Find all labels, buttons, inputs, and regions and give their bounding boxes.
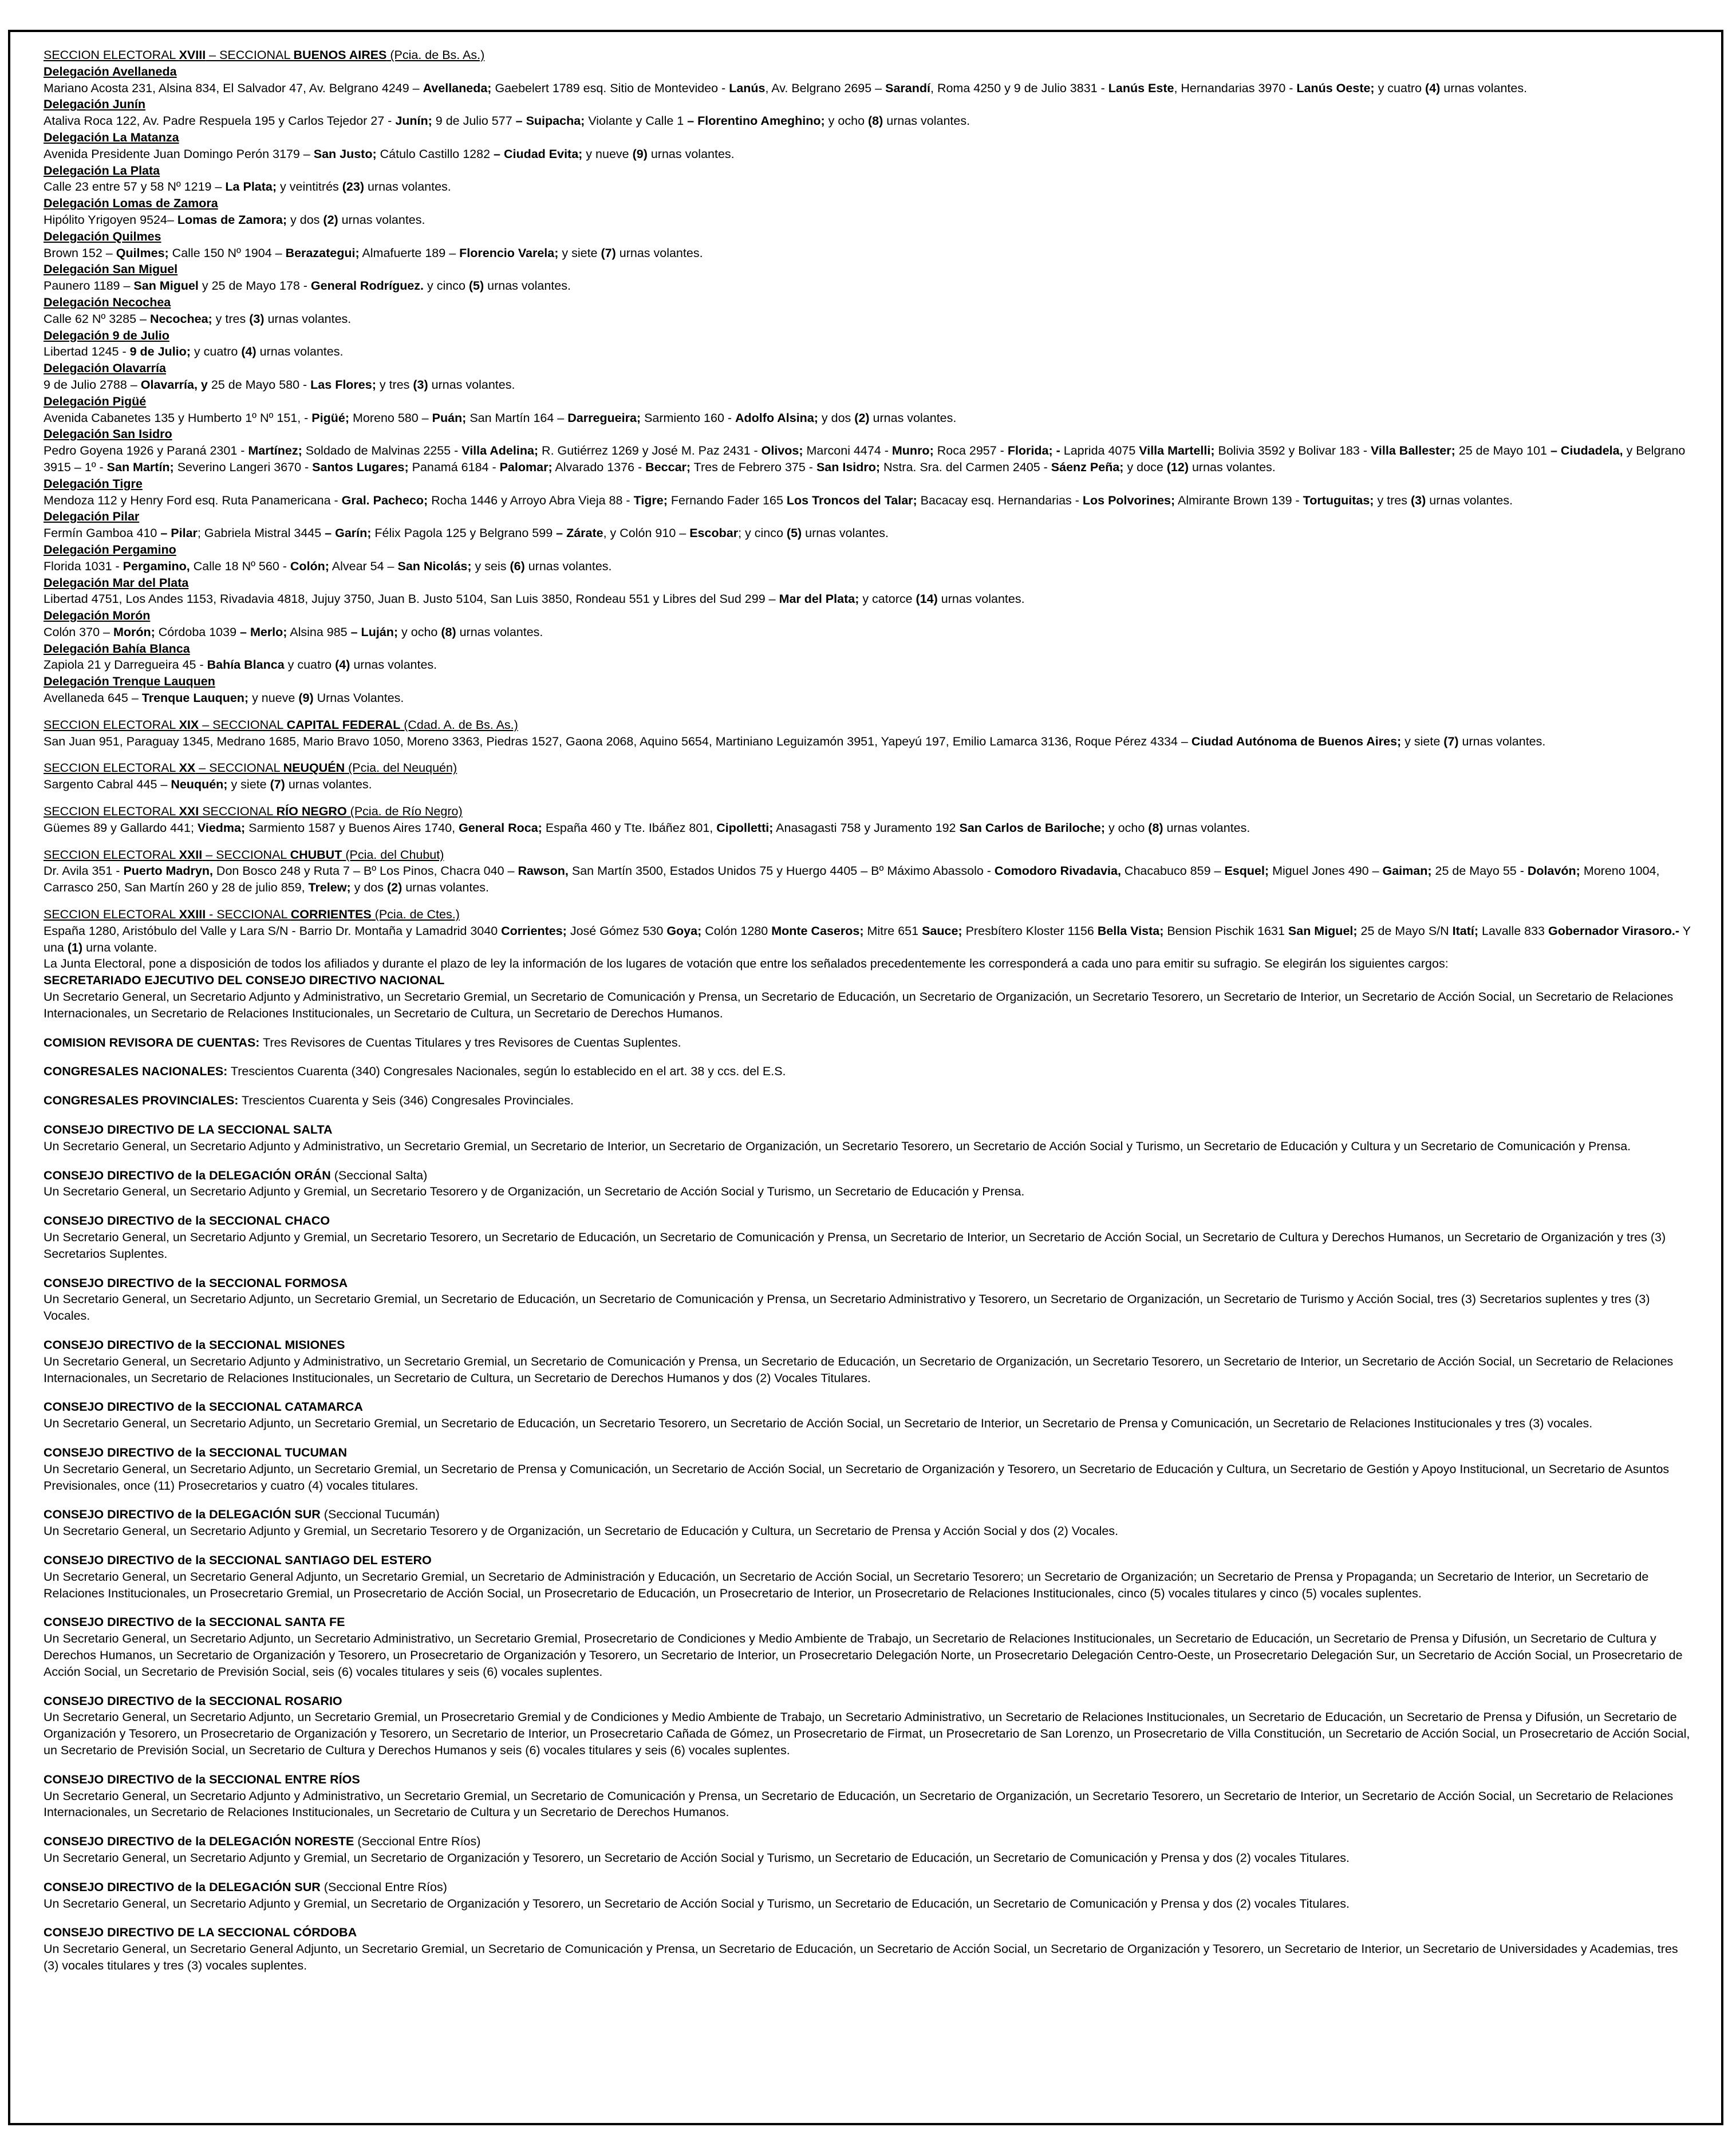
delegation-heading: Delegación Necochea (44, 295, 171, 309)
cargo-description: Un Secretario General, un Secretario General Adjunto, un Secretario Gremial, un Secretario de Comunicación y Prensa, un Secretario de Educación, un Secretario de Acción Social, un Secretario de Organización y Tesorero, un Secretario de Interior, un Secretario de Universidades y Academias, tres (3) vocales titulares y tres (3) vocales suplentes. (44, 1942, 1678, 1972)
section-title: SECCION ELECTORAL XXI SECCIONAL RÍO NEGRO (Pcia. de Río Negro) (44, 804, 463, 819)
cargo-title: CONSEJO DIRECTIVO de la SECCIONAL CHACO (44, 1214, 330, 1228)
delegation-addresses: Hipólito Yrigoyen 9524– Lomas de Zamora; y dos (2) urnas volantes. (44, 212, 425, 227)
spacer (44, 1912, 1692, 1924)
section-addresses: España 1280, Aristóbulo del Valle y Lara S/N - Barrio Dr. Montaña y Lamadrid 3040 Corrientes; José Gómez 530 Goya; Colón 1280 Monte Caseros; Mitre 651 Sauce; Presbítero Kloster 1156 Bella Vista; Bension Pischik 1631 San Miguel; 25 de Mayo S/N Itatí; Lavalle 833 Gobernador Virasoro.- Y una (1) urna volante. (44, 924, 1691, 954)
cargo-description: Un Secretario General, un Secretario Adjunto y Gremial, un Secretario Tesorero, un Secretario de Educación, un Secretario de Comunicación y Prensa, un Secretario de Interior, un Secretario de Acción Social, un Secretario de Cultura y Derechos Humanos, un Secretario de Organización y tres (3) Secretarios Suplentes. (44, 1230, 1666, 1261)
cargo-title: CONGRESALES PROVINCIALES: (44, 1094, 239, 1108)
cargo-title: CONSEJO DIRECTIVO de la SECCIONAL TUCUMAN (44, 1445, 347, 1459)
cargo-description: Un Secretario General, un Secretario Adjunto, un Secretario Administrativo, un Secretario Gremial, Prosecretario de Condiciones y Medio Ambiente de Trabajo, un Secretario de Relaciones Institucionales, un Secretario de Educación, un Secretario de Prensa y Difusión, un Secretario de Cultura y Derechos Humanos, un Secretario de Organización y Tesorero, un Prosecretario de Organización y Tesorero, un Secretario de Interior, un Prosecretario Delegación Norte, un Prosecretario Delegación Centro-Oeste, un Prosecretario Delegación Sur, un Secretario de Acción Social, un Prosecretario de Acción Social, un Secretario de Previsión Social, seis (6) vocales titulares y seis (6) vocales suplentes. (44, 1632, 1683, 1679)
cargo-title: SECRETARIADO EJECUTIVO DEL CONSEJO DIRECTIVO NACIONAL (44, 973, 445, 988)
delegation-addresses: Colón 370 – Morón; Córdoba 1039 – Merlo; Alsina 985 – Luján; y ocho (8) urnas volantes. (44, 625, 543, 639)
cargo-title: CONSEJO DIRECTIVO de la SECCIONAL ENTRE RÍOS (44, 1772, 360, 1786)
spacer (44, 1540, 1692, 1552)
cargo-title: CONSEJO DIRECTIVO de la DELEGACIÓN ORÁN (Seccional Salta) (44, 1168, 428, 1182)
delegation-addresses: Avellaneda 645 – Trenque Lauquen; y nueve (9) Urnas Volantes. (44, 691, 404, 705)
cargo-title: CONSEJO DIRECTIVO DE LA SECCIONAL CÓRDOBA (44, 1925, 357, 1940)
spacer (44, 896, 1692, 906)
section-title: SECCION ELECTORAL XIX – SECCIONAL CAPITAL FEDERAL (Cdad. A. de Bs. As.) (44, 717, 518, 732)
delegation-heading: Delegación Mar del Plata (44, 575, 189, 590)
spacer (44, 1601, 1692, 1614)
spacer (44, 1680, 1692, 1693)
cargo-title: CONSEJO DIRECTIVO de la SECCIONAL SANTA FE (44, 1615, 345, 1629)
document-body (44, 47, 1692, 1974)
delegation-addresses: 9 de Julio 2788 – Olavarría, y 25 de Mayo 580 - Las Flores; y tres (3) urnas volantes. (44, 377, 515, 392)
section-addresses: Güemes 89 y Gallardo 441; Viedma; Sarmiento 1587 y Buenos Aires 1740, General Roca; España 460 y Tte. Ibáñez 801, Cipolletti; Anasagasti 758 y Juramento 192 San Carlos de Bariloche; y ocho (8) urnas volantes. (44, 820, 1250, 835)
cargo-description: Un Secretario General, un Secretario Adjunto y Gremial, un Secretario Tesorero y de Organización, un Secretario de Acción Social y Turismo, un Secretario de Educación y Prensa. (44, 1185, 1025, 1199)
cargo-description: Un Secretario General, un Secretario Adjunto, un Secretario Gremial, un Secretario de Educación, un Secretario Tesorero, un Secretario de Acción Social, un Secretario de Interior, un Secretario de Prensa y Comunicación, un Secretario de Relaciones Institucionales y tres (3) vocales. (44, 1416, 1593, 1431)
delegation-addresses: Avenida Cabanetes 135 y Humberto 1º Nº 151, - Pigüé; Moreno 580 – Puán; San Martín 164 – Darregueira; Sarmiento 160 - Adolfo Alsina; y dos (2) urnas volantes. (44, 411, 957, 425)
delegation-addresses: Mariano Acosta 231, Alsina 834, El Salvador 47, Av. Belgrano 4249 – Avellaneda; Gaebelert 1789 esq. Sitio de Montevideo - Lanús, Av. Belgrano 2695 – Sarandí, Roma 4250 y 9 de Julio 3831 - Lanús Este, Hernandarias 3970 - Lanús Oeste; y cuatro (4) urnas volantes. (44, 81, 1528, 95)
delegation-heading: Delegación San Isidro (44, 427, 172, 441)
cargo-title: CONSEJO DIRECTIVO de la SECCIONAL SANTIAGO DEL ESTERO (44, 1553, 432, 1567)
spacer (44, 1200, 1692, 1213)
spacer (44, 793, 1692, 803)
cargo-description: Un Secretario General, un Secretario Adjunto, un Secretario Gremial, un Secretario de Prensa y Comunicación, un Secretario de Acción Social, un Secretario de Organización y Tesorero, un Secretario de Educación y Cultura, un Secretario de Gestión y Apoyo Institucional, un Secretario de Asuntos Previsionales, once (11) Prosecretarios y cuatro (4) vocales titulares. (44, 1462, 1670, 1493)
section-addresses: San Juan 951, Paraguay 1345, Medrano 1685, Mario Bravo 1050, Moreno 3363, Piedras 1527, Gaona 2068, Aquino 5654, Martiniano Leguizamón 3951, Yapeyú 197, Emilio Lamarca 3136, Roque Pérez 4334 – Ciudad Autónoma de Buenos Aires; y siete (7) urnas volantes. (44, 734, 1546, 748)
cargo-title: CONSEJO DIRECTIVO de la DELEGACIÓN SUR (Seccional Entre Ríos) (44, 1880, 447, 1894)
delegation-addresses: Calle 23 entre 57 y 58 Nº 1219 – La Plata; y veintitrés (23) urnas volantes. (44, 180, 451, 194)
spacer (44, 1386, 1692, 1399)
spacer (44, 749, 1692, 760)
delegation-heading: Delegación Lomas de Zamora (44, 196, 218, 211)
cargo-description: Un Secretario General, un Secretario Adjunto y Administrativo, un Secretario Gremial, un Secretario de Comunicación y Prensa, un Secretario de Educación, un Secretario de Organización, un Secretario Tesorero, un Secretario de Interior, un Secretario de Acción Social, un Secretario de Relaciones Internacionales, un Secretario de Relaciones Institucionales, un Secretario de Cultura y un Secretario de Derechos Humanos. (44, 1789, 1674, 1820)
cargo-description: Un Secretario General, un Secretario Adjunto y Gremial, un Secretario de Organización y Tesorero, un Secretario de Acción Social y Turismo, un Secretario de Educación, un Secretario de Comunicación y Prensa y dos (2) vocales Titulares. (44, 1850, 1350, 1865)
delegation-heading: Delegación La Plata (44, 163, 160, 177)
cargo-description: Un Secretario General, un Secretario General Adjunto, un Secretario Gremial, un Secretario de Administración y Educación, un Secretario de Acción Social, un Secretario Tesorero; un Secretario de Organización; un Secretario de Prensa y Propaganda; un Secretario de Interior, un Secretario de Relaciones Institucionales, un Prosecretario Gremial, un Prosecretario de Acción Social, un Prosecretario de Educación, un Prosecretario de Interior, un Prosecretario de Relaciones Institucionales, cinco (5) vocales titulares y cinco (5) vocales suplentes. (44, 1569, 1649, 1600)
delegation-addresses: Mendoza 112 y Henry Ford esq. Ruta Panamericana - Gral. Pacheco; Rocha 1446 y Arroyo Abra Vieja 88 - Tigre; Fernando Fader 165 Los Troncos del Talar; Bacacay esq. Hernandarias - Los Polvorines; Almirante Brown 139 - Tortuguitas; y tres (3) urnas volantes. (44, 493, 1513, 507)
delegation-heading: Delegación Morón (44, 609, 151, 623)
section-title: SECCION ELECTORAL XXIII - SECCIONAL CORRIENTES (Pcia. de Ctes.) (44, 907, 460, 922)
spacer (44, 1759, 1692, 1771)
cargo-description: Un Secretario General, un Secretario Adjunto y Gremial, un Secretario de Organización y Tesorero, un Secretario de Acción Social y Turismo, un Secretario de Educación, un Secretario de Comunicación y Prensa y dos (2) vocales Titulares. (44, 1896, 1350, 1911)
delegation-heading: Delegación Pergamino (44, 542, 176, 557)
cargo-title: CONSEJO DIRECTIVO de la SECCIONAL CATAMARCA (44, 1400, 363, 1414)
delegation-heading: Delegación Olavarría (44, 361, 166, 376)
delegation-heading: Delegación Pilar (44, 510, 140, 524)
delegation-heading: Delegación Bahía Blanca (44, 641, 190, 656)
spacer (44, 1866, 1692, 1879)
spacer (44, 1080, 1692, 1092)
delegation-heading: Delegación San Miguel (44, 262, 178, 277)
cargo-title: CONSEJO DIRECTIVO de la SECCIONAL ROSARIO (44, 1694, 342, 1708)
delegation-addresses: Ataliva Roca 122, Av. Padre Respuela 195 y Carlos Tejedor 27 - Junín; 9 de Julio 577 – Suipacha; Violante y Calle 1 – Florentino Ameghino; y ocho (8) urnas volantes. (44, 114, 970, 128)
cargo-title: COMISION REVISORA DE CUENTAS: (44, 1035, 260, 1049)
cargo-description: Un Secretario General, un Secretario Adjunto y Administrativo, un Secretario Gremial, un Secretario de Comunicación y Prensa, un Secretario de Educación, un Secretario de Organización, un Secretario Tesorero, un Secretario de Interior, un Secretario de Acción Social, un Secretario de Relaciones Internacionales, un Secretario de Relaciones Institucionales, un Secretario de Cultura, un Secretario de Derechos Humanos y dos (2) Vocales Titulares. (44, 1354, 1674, 1385)
cargo-inline (44, 1092, 1692, 1109)
cargo-title: CONSEJO DIRECTIVO de la DELEGACIÓN NORESTE (Seccional Entre Ríos) (44, 1834, 481, 1849)
section-addresses: Dr. Avila 351 - Puerto Madryn, Don Bosco 248 y Ruta 7 – Bº Los Pinos, Chacra 040 – Rawson, San Martín 3500, Estados Unidos 75 y Huergo 4405 – Bº Máximo Abassolo - Comodoro Rivadavia, Chacabuco 859 – Esquel; Miguel Jones 490 – Gaiman; 25 de Mayo 55 - Dolavón; Moreno 1004, Carrasco 250, San Martín 260 y 28 de julio 859, Trelew; y dos (2) urnas volantes. (44, 864, 1660, 895)
spacer (44, 1109, 1692, 1122)
cargo-inline (44, 1063, 1692, 1080)
delegation-heading: Delegación 9 de Julio (44, 328, 169, 342)
spacer (44, 1155, 1692, 1167)
section-title: SECCION ELECTORAL XVIII – SECCIONAL BUENOS AIRES (Pcia. de Bs. As.) (44, 48, 485, 62)
delegation-heading: Delegación Junín (44, 97, 146, 112)
section-title: SECCION ELECTORAL XXII – SECCIONAL CHUBUT (Pcia. del Chubut) (44, 847, 444, 862)
delegation-heading: Delegación Quilmes (44, 229, 161, 243)
spacer (44, 836, 1692, 847)
delegation-addresses: Libertad 1245 - 9 de Julio; y cuatro (4) urnas volantes. (44, 345, 344, 359)
delegation-addresses: Florida 1031 - Pergamino, Calle 18 Nº 560 - Colón; Alvear 54 – San Nicolás; y seis (6) urnas volantes. (44, 559, 612, 573)
cargo-description: Un Secretario General, un Secretario Adjunto y Administrativo, un Secretario Gremial, un Secretario de Comunicación y Prensa, un Secretario de Educación, un Secretario de Organización, un Secretario Tesorero, un Secretario de Interior, un Secretario de Acción Social, un Secretario de Relaciones Internacionales, un Secretario de Relaciones Institucionales, un Secretario de Cultura, un Secretario de Derechos Humanos. (44, 990, 1674, 1020)
cargo-description: Trescientos Cuarenta (340) Congresales Nacionales, según lo establecido en el art. 38 y ccs. del E.S. (227, 1064, 786, 1079)
cargo-description: Trescientos Cuarenta y Seis (346) Congresales Provinciales. (238, 1094, 574, 1108)
delegation-addresses: Libertad 4751, Los Andes 1153, Rivadavia 4818, Jujuy 3750, Juan B. Justo 5104, San Luis 3850, Rondeau 551 y Libres del Sud 299 – Mar del Plata; y catorce (14) urnas volantes. (44, 592, 1025, 606)
delegation-heading: Delegación Tigre (44, 476, 143, 491)
cargo-title: CONSEJO DIRECTIVO de la SECCIONAL FORMOSA (44, 1276, 348, 1290)
cargo-description: Un Secretario General, un Secretario Adjunto y Gremial, un Secretario Tesorero y de Organización, un Secretario de Educación y Cultura, un Secretario de Prensa y Acción Social y dos (2) Vocales. (44, 1524, 1119, 1538)
spacer (44, 1022, 1692, 1035)
spacer (44, 1494, 1692, 1506)
cargo-title: CONGRESALES NACIONALES: (44, 1064, 228, 1079)
delegation-addresses: Zapiola 21 y Darregueira 45 - Bahía Blanca y cuatro (4) urnas volantes. (44, 658, 437, 672)
cargo-title: CONSEJO DIRECTIVO de la DELEGACIÓN SUR (Seccional Tucumán) (44, 1507, 440, 1522)
cargo-description: Un Secretario General, un Secretario Adjunto y Administrativo, un Secretario Gremial, un Secretario de Interior, un Secretario de Organización, un Secretario Tesorero, un Secretario de Acción Social y Turismo, un Secretario de Educación y Cultura y un Secretario de Comunicación y Prensa. (44, 1139, 1631, 1153)
spacer (44, 1432, 1692, 1445)
delegation-addresses: Calle 62 Nº 3285 – Necochea; y tres (3) urnas volantes. (44, 311, 352, 326)
cargo-description: Un Secretario General, un Secretario Adjunto, un Secretario Gremial, un Secretario de Educación, un Secretario de Comunicación y Prensa, un Secretario Administrativo y Tesorero, un Secretario de Organización, un Secretario de Turismo y Acción Social, tres (3) Secretarios suplentes y tres (3) Vocales. (44, 1292, 1650, 1323)
delegation-addresses: Paunero 1189 – San Miguel y 25 de Mayo 178 - General Rodríguez. y cinco (5) urnas volantes. (44, 279, 571, 293)
spacer (44, 1324, 1692, 1337)
spacer (44, 707, 1692, 717)
delegation-heading: Delegación Avellaneda (44, 64, 177, 78)
cargo-title: CONSEJO DIRECTIVO de la SECCIONAL MISIONES (44, 1337, 345, 1352)
section-addresses: Sargento Cabral 445 – Neuquén; y siete (7) urnas volantes. (44, 778, 372, 792)
delegation-addresses: Brown 152 – Quilmes; Calle 150 Nº 1904 – Berazategui; Almafuerte 189 – Florencio Varela; y siete (7) urnas volantes. (44, 246, 703, 260)
junta-intro: La Junta Electoral, pone a disposición de todos los afiliados y durante el plazo de ley la información de los lugares de votación que entre los señalados precedentemente les corresponderá a cada uno para emitir su sufragio. Se elegirán los siguientes cargos: (44, 957, 1449, 971)
delegation-heading: Delegación Pigüé (44, 394, 147, 408)
delegation-addresses: Fermín Gamboa 410 – Pilar; Gabriela Mistral 3445 – Garín; Félix Pagola 125 y Belgrano 599 – Zárate, y Colón 910 – Escobar; y cinco (5) urnas volantes. (44, 526, 889, 540)
spacer (44, 1821, 1692, 1833)
section-title: SECCION ELECTORAL XX – SECCIONAL NEUQUÉN (Pcia. del Neuquén) (44, 761, 457, 775)
cargo-description: Tres Revisores de Cuentas Titulares y tres Revisores de Cuentas Suplentes. (259, 1035, 681, 1049)
delegation-heading: Delegación La Matanza (44, 130, 179, 144)
cargo-inline (44, 1035, 1692, 1051)
cargo-description: Un Secretario General, un Secretario Adjunto, un Secretario Gremial, un Prosecretario Gremial y de Condiciones y Medio Ambiente de Trabajo, un Secretario Administrativo, un Secretario de Relaciones Institucionales, un Secretario de Educación, un Secretario de Prensa y Difusión, un Secretario de Organización y Tesorero, un Prosecretario de Organización y Tesorero, un Secretario de Interior, un Prosecretario Cañada de Gómez, un Prosecretario de Firmat, un Prosecretario de San Lorenzo, un Prosecretario de Villa Constitución, un Secretario de Acción Social, un Prosecretario de Acción Social, un Secretario de Previsión Social, un Secretario de Cultura y Derechos Humanos y seis (6) vocales titulares y seis (6) vocales suplentes. (44, 1710, 1690, 1757)
delegation-addresses: Pedro Goyena 1926 y Paraná 2301 - Martínez; Soldado de Malvinas 2255 - Villa Adelina; R. Gutiérrez 1269 y José M. Paz 2431 - Olivos; Marconi 4474 - Munro; Roca 2957 - Florida; - Laprida 4075 Villa Martelli; Bolivia 3592 y Bolivar 183 - Villa Ballester; 25 de Mayo 101 – Ciudadela, y Belgrano 3915 – 1º - San Martín; Severino Langeri 3670 - Santos Lugares; Panamá 6184 - Palomar; Alvarado 1376 - Beccar; Tres de Febrero 375 - San Isidro; Nstra. Sra. del Carmen 2405 - Sáenz Peña; y doce (12) urnas volantes. (44, 444, 1686, 474)
delegation-heading: Delegación Trenque Lauquen (44, 674, 215, 689)
spacer (44, 1051, 1692, 1063)
spacer (44, 1262, 1692, 1275)
delegation-addresses: Avenida Presidente Juan Domingo Perón 3179 – San Justo; Cátulo Castillo 1282 – Ciudad Evita; y nueve (9) urnas volantes. (44, 147, 735, 161)
cargo-title: CONSEJO DIRECTIVO DE LA SECCIONAL SALTA (44, 1123, 333, 1137)
